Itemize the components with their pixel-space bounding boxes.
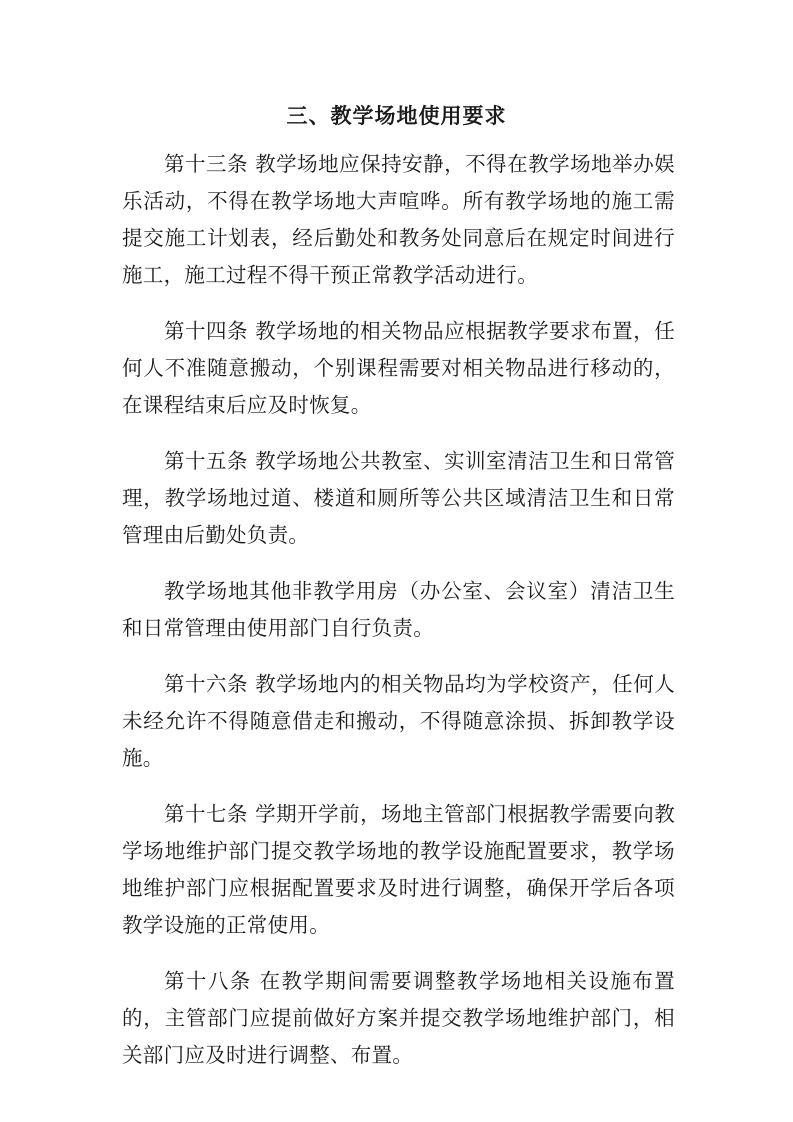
article-15-paragraph: 第十五条 教学场地公共教室、实训室清洁卫生和日常管理，教学场地过道、楼道和厕所等公共区域清洁卫生和日常管理由后勤处负责。 bbox=[122, 449, 675, 547]
article-13-paragraph: 第十三条 教学场地应保持安静，不得在教学场地举办娱乐活动，不得在教学场地大声喧哗。所有教学场地的施工需提交施工计划表，经后勤处和教务处同意后在规定时间进行施工，施工过程不得干预正常教学活动进行。 bbox=[122, 152, 675, 287]
article-18-paragraph: 第十八条 在教学期间需要调整教学场地相关设施布置的，主管部门应提前做好方案并提交教学场地维护部门，相关部门应及时进行调整、布置。 bbox=[122, 969, 675, 1067]
section-title: 三、教学场地使用要求 bbox=[286, 104, 507, 128]
body-text bbox=[122, 146, 675, 1093]
article-15-continuation-paragraph: 教学场地其他非教学用房（办公室、会议室）清洁卫生和日常管理由使用部门自行负责。 bbox=[122, 579, 675, 640]
article-16-paragraph: 第十六条 教学场地内的相关物品均为学校资产，任何人未经允许不得随意借走和搬动，不得随意涂损、拆卸教学设施。 bbox=[122, 672, 675, 770]
article-14-paragraph: 第十四条 教学场地的相关物品应根据教学要求布置，任何人不准随意搬动，个别课程需要对相关物品进行移动的，在课程结束后应及时恢复。 bbox=[122, 319, 675, 417]
article-17-paragraph: 第十七条 学期开学前，场地主管部门根据教学需要向教学场地维护部门提交教学场地的教学设施配置要求，教学场地维护部门应根据配置要求及时进行调整，确保开学后各项教学设施的正常使用。 bbox=[122, 802, 675, 937]
